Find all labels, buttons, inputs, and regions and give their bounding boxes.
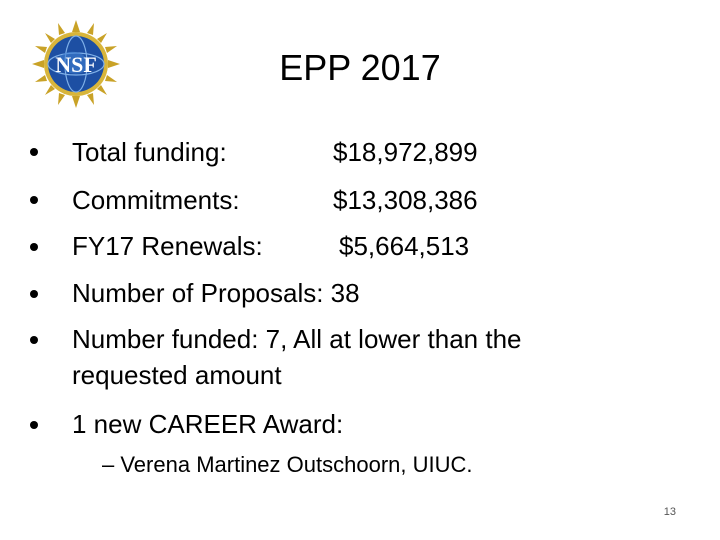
subbullet-awardee: – Verena Martinez Outschoorn, UIUC. bbox=[102, 452, 473, 477]
bullet-dot bbox=[30, 290, 38, 298]
page-number: 13 bbox=[663, 506, 676, 518]
bullet-dot bbox=[30, 243, 38, 251]
bullet-dot bbox=[30, 196, 38, 204]
bullet-renewals-value: $5,664,513 bbox=[339, 231, 470, 261]
bullet-number-funded: Number funded: 7, All at lower than the bbox=[72, 324, 522, 354]
bullet-commitments-label: Commitments: bbox=[72, 185, 240, 215]
bullet-total-funding-label: Total funding: bbox=[72, 137, 227, 167]
bullet-number-funded-continuation: requested amount bbox=[72, 360, 282, 390]
bullet-renewals-label: FY17 Renewals: bbox=[72, 231, 263, 261]
bullet-commitments-value: $13,308,386 bbox=[333, 185, 478, 215]
bullet-career-award: 1 new CAREER Award: bbox=[72, 409, 344, 439]
svg-text:NSF: NSF bbox=[55, 52, 97, 77]
bullet-dot bbox=[30, 148, 38, 156]
bullet-dot bbox=[30, 421, 38, 429]
bullet-total-funding-value: $18,972,899 bbox=[333, 137, 478, 167]
bullet-proposals: Number of Proposals: 38 bbox=[72, 278, 360, 308]
slide-title: EPP 2017 bbox=[279, 47, 441, 88]
bullet-dot bbox=[30, 336, 38, 344]
